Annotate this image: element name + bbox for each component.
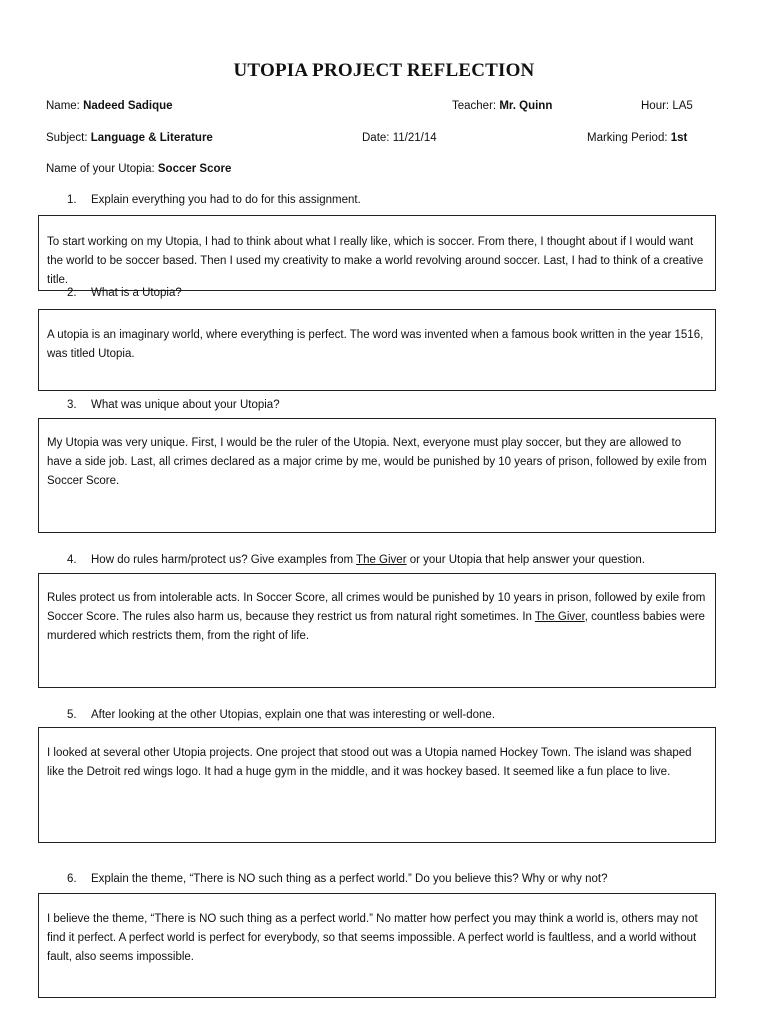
answer-text-before: Rules protect us from intolerable acts. In Soccer Score, all crimes would be punished by 10 years in prison, followed by exile from Soccer Score. The rules also harm us, because they restrict us from natural right sometimes. In bbox=[47, 592, 706, 623]
question-text: What is a Utopia? bbox=[91, 287, 182, 299]
question-text: After looking at the other Utopias, explain one that was interesting or well-done. bbox=[91, 709, 496, 721]
answer-box-3 bbox=[38, 418, 716, 533]
answer-text: My Utopia was very unique. First, I would be the ruler of the Utopia. Next, everyone must play soccer, but they are allowed to have a side job. Last, all crimes declared as a major crime by me, would be punished by 10 years of prison, followed by exile from Soccer Score. bbox=[47, 437, 707, 487]
marking-period-label: Marking Period: bbox=[587, 132, 668, 144]
question-number: 1. bbox=[67, 194, 77, 206]
name-field bbox=[46, 100, 173, 112]
answer-box-2 bbox=[38, 309, 716, 391]
question-number: 6. bbox=[67, 873, 77, 885]
answer-text: To start working on my Utopia, I had to think about what I really like, which is soccer. From there, I thought about if I would want the world to be soccer based. Then I used my creativity to make a world revolving around soccer. Last, I had to think of a creative title. bbox=[47, 236, 704, 286]
date-value: 11/21/14 bbox=[392, 132, 437, 144]
question-6 bbox=[67, 873, 607, 885]
hour-label: Hour: bbox=[641, 100, 670, 112]
question-number: 3. bbox=[67, 399, 77, 411]
utopia-name-value: Soccer Score bbox=[157, 163, 232, 175]
book-title-the-giver: The Giver bbox=[356, 554, 407, 566]
question-5 bbox=[67, 709, 495, 721]
name-label: Name: bbox=[46, 100, 80, 112]
answer-box-1 bbox=[38, 215, 716, 291]
utopia-name-field bbox=[46, 163, 231, 175]
teacher-field bbox=[452, 100, 552, 112]
name-value: Nadeed Sadique bbox=[83, 100, 173, 112]
question-number: 2. bbox=[67, 287, 77, 299]
answer-text-after: , countless babies were murdered which restricts them, from the right of life. bbox=[47, 611, 705, 642]
answer-text: I looked at several other Utopia projects. One project that stood out was a Utopia named Hockey Town. The island was shaped like the Detroit red wings logo. It had a huge gym in the middle, and it was hockey based. It seemed like a fun place to live. bbox=[47, 747, 692, 778]
question-4 bbox=[67, 554, 645, 566]
book-title-the-giver: The Giver bbox=[534, 611, 585, 623]
utopia-name-label: Name of your Utopia: bbox=[46, 163, 155, 175]
question-2 bbox=[67, 287, 182, 299]
question-text: Explain the theme, “There is NO such thing as a perfect world.” Do you believe this? Why or why not? bbox=[91, 873, 608, 885]
hour-field bbox=[641, 100, 693, 112]
date-field bbox=[362, 132, 437, 144]
question-number: 5. bbox=[67, 709, 77, 721]
question-text-after: or your Utopia that help answer your question. bbox=[406, 554, 645, 566]
subject-value: Language & Literature bbox=[90, 132, 213, 144]
question-text-before: How do rules harm/protect us? Give examples from bbox=[91, 554, 357, 566]
marking-period-field bbox=[587, 132, 687, 144]
question-3 bbox=[67, 399, 280, 411]
answer-box-5 bbox=[38, 727, 716, 843]
teacher-label: Teacher: bbox=[452, 100, 497, 112]
answer-box-6 bbox=[38, 893, 716, 998]
question-number: 4. bbox=[67, 554, 77, 566]
hour-value: LA5 bbox=[672, 100, 693, 112]
document-title: UTOPIA PROJECT REFLECTION bbox=[233, 60, 535, 81]
question-1 bbox=[67, 194, 361, 206]
question-text: What was unique about your Utopia? bbox=[91, 399, 280, 411]
subject-label: Subject: bbox=[46, 132, 88, 144]
marking-period-value: 1st bbox=[670, 132, 688, 144]
answer-text: I believe the theme, “There is NO such thing as a perfect world.” No matter how perfect you may think a world is, others may not find it perfect. A perfect world is perfect for everybody, so that seems impossible. A perfect world is faultless, and a world without fault, also seems impossible. bbox=[47, 913, 698, 963]
answer-box-4 bbox=[38, 573, 716, 688]
answer-text: A utopia is an imaginary world, where everything is perfect. The word was invented when a famous book written in the year 1516, was titled Utopia. bbox=[47, 329, 704, 360]
question-text: Explain everything you had to do for this assignment. bbox=[91, 194, 361, 206]
date-label: Date: bbox=[362, 132, 390, 144]
teacher-value: Mr. Quinn bbox=[499, 100, 553, 112]
subject-field bbox=[46, 132, 213, 144]
